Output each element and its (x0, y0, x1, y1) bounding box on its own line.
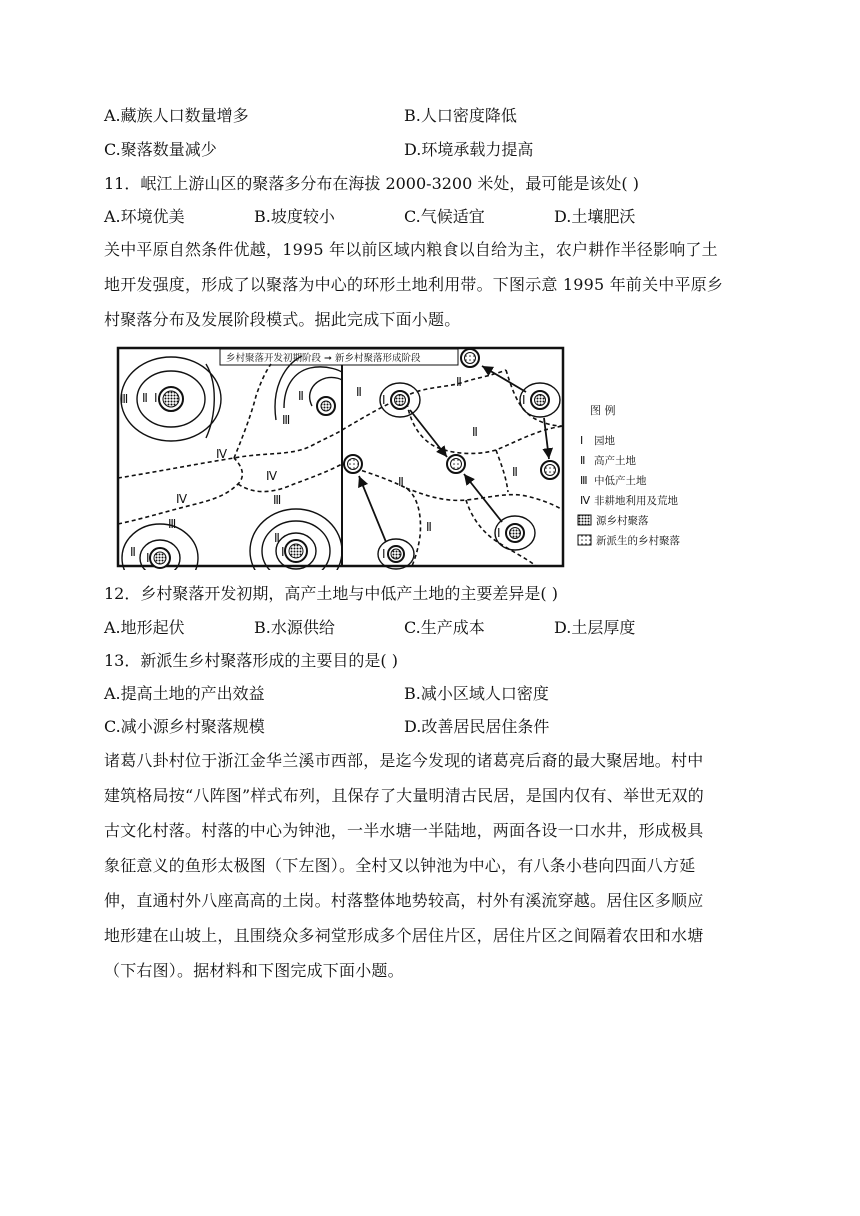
q13-stem: 13．新派生乡村聚落形成的主要目的是( ) (104, 651, 398, 670)
svg-text:Ⅰ: Ⅰ (382, 547, 386, 561)
legend-title: 图 例 (590, 404, 616, 417)
legend-text-4: 非耕地利用及荒地 (594, 495, 678, 507)
svg-text:Ⅱ: Ⅱ (426, 520, 432, 534)
q11-option-c: C.气候适宜 (404, 207, 485, 226)
svg-text:Ⅱ: Ⅱ (512, 465, 518, 479)
intro2-line-2: 建筑格局按“八阵图”样式布列，且保存了大量明清古民居，是国内仅有、举世无双的 (104, 786, 704, 805)
intro2-line-7: （下右图）。据材料和下图完成下面小题。 (104, 961, 404, 980)
svg-text:Ⅱ: Ⅱ (456, 375, 462, 389)
legend-swatch-derived (578, 535, 591, 545)
figure-legend (578, 403, 680, 547)
q10-option-d: D.环境承载力提高 (404, 140, 534, 159)
q12-option-c: C.生产成本 (404, 618, 485, 637)
q12-option-a: A.地形起伏 (104, 618, 185, 637)
intro1-line-3: 村聚落分布及发展阶段模式。据此完成下面小题。 (104, 310, 461, 329)
svg-text:Ⅰ: Ⅰ (497, 526, 501, 540)
svg-text:Ⅰ: Ⅰ (522, 393, 526, 407)
q10-option-b: B.人口密度降低 (404, 106, 517, 125)
q13-option-c: C.减小源乡村聚落规模 (104, 717, 265, 736)
q12-option-b: B.水源供给 (254, 618, 335, 637)
svg-text:Ⅳ: Ⅳ (266, 469, 278, 483)
intro2-line-5: 伸，直通村外八座高高的土岗。村落整体地势较高，村外有溪流穿越。居住区多顺应 (104, 891, 704, 910)
intro1-line-2: 地开发强度，形成了以聚落为中心的环形土地利用带。下图示意 1995 年前关中平原乡 (104, 275, 724, 294)
q13-option-b: B.减小区域人口密度 (404, 684, 549, 703)
settlement-stage-figure (116, 346, 706, 570)
svg-text:Ⅲ: Ⅲ (120, 392, 129, 406)
legend-text-5: 源乡村聚落 (596, 515, 649, 527)
legend-text-6: 新派生的乡村聚落 (596, 535, 680, 547)
svg-text:Ⅱ: Ⅱ (274, 531, 280, 545)
q11-option-d: D.土壤肥沃 (554, 207, 636, 226)
svg-text:Ⅳ: Ⅳ (216, 447, 228, 461)
legend-mark-3: Ⅲ (580, 474, 588, 487)
svg-text:Ⅱ: Ⅱ (142, 391, 148, 405)
intro2-line-1: 诸葛八卦村位于浙江金华兰溪市西部，是迄今发现的诸葛亮后裔的最大聚居地。村中 (104, 751, 704, 770)
legend-swatch-source (578, 515, 591, 525)
legend-text-3: 中低产土地 (594, 475, 647, 487)
stage-label: 乡村聚落开发初期阶段 ➞ 新乡村聚落形成阶段 (226, 353, 421, 364)
intro2-line-6: 地形建在山坡上，且围绕众多祠堂形成多个居住片区，居住片区之间隔着农田和水塘 (104, 926, 704, 945)
legend-text-1: 园地 (594, 435, 615, 447)
svg-text:Ⅲ: Ⅲ (282, 413, 291, 427)
q10-option-c: C.聚落数量减少 (104, 140, 217, 159)
legend-text-2: 高产土地 (594, 455, 636, 467)
svg-text:Ⅰ: Ⅰ (146, 551, 150, 565)
q13-option-d: D.改善居民居住条件 (404, 717, 550, 736)
intro2-line-4: 象征意义的鱼形太极图（下左图）。全村又以钟池为中心，有八条小巷向四面八方延 (104, 856, 696, 875)
svg-text:Ⅱ: Ⅱ (472, 425, 478, 439)
svg-text:Ⅲ: Ⅲ (273, 493, 282, 507)
q12-stem: 12．乡村聚落开发初期，高产土地与中低产土地的主要差异是( ) (104, 584, 558, 603)
svg-text:Ⅰ: Ⅰ (382, 393, 386, 407)
q12-option-d: D.土层厚度 (554, 618, 636, 637)
svg-text:Ⅲ: Ⅲ (168, 517, 177, 531)
q11-stem: 11．岷江上游山区的聚落多分布在海拔 2000-3200 米处，最可能是该处( ) (104, 174, 639, 193)
intro2-line-3: 古文化村落。村落的中心为钟池，一半水塘一半陆地，两面各设一口水井，形成极具 (104, 821, 704, 840)
legend-mark-1: Ⅰ (580, 434, 584, 447)
legend-mark-4: Ⅳ (580, 494, 591, 507)
legend-mark-2: Ⅱ (580, 454, 586, 467)
svg-text:Ⅳ: Ⅳ (176, 492, 188, 506)
svg-text:Ⅰ: Ⅰ (281, 545, 285, 559)
svg-text:Ⅱ: Ⅱ (130, 545, 136, 559)
q13-option-a: A.提高土地的产出效益 (104, 684, 265, 703)
svg-text:Ⅰ: Ⅰ (154, 391, 158, 405)
q11-option-a: A.环境优美 (104, 207, 185, 226)
svg-text:Ⅱ: Ⅱ (398, 475, 404, 489)
q11-option-b: B.坡度较小 (254, 207, 335, 226)
svg-text:Ⅱ: Ⅱ (356, 385, 362, 399)
q10-option-a: A.藏族人口数量增多 (104, 106, 249, 125)
intro1-line-1: 关中平原自然条件优越，1995 年以前区域内粮食以自给为主，农户耕作半径影响了土 (104, 240, 718, 259)
svg-text:Ⅱ: Ⅱ (298, 389, 304, 403)
